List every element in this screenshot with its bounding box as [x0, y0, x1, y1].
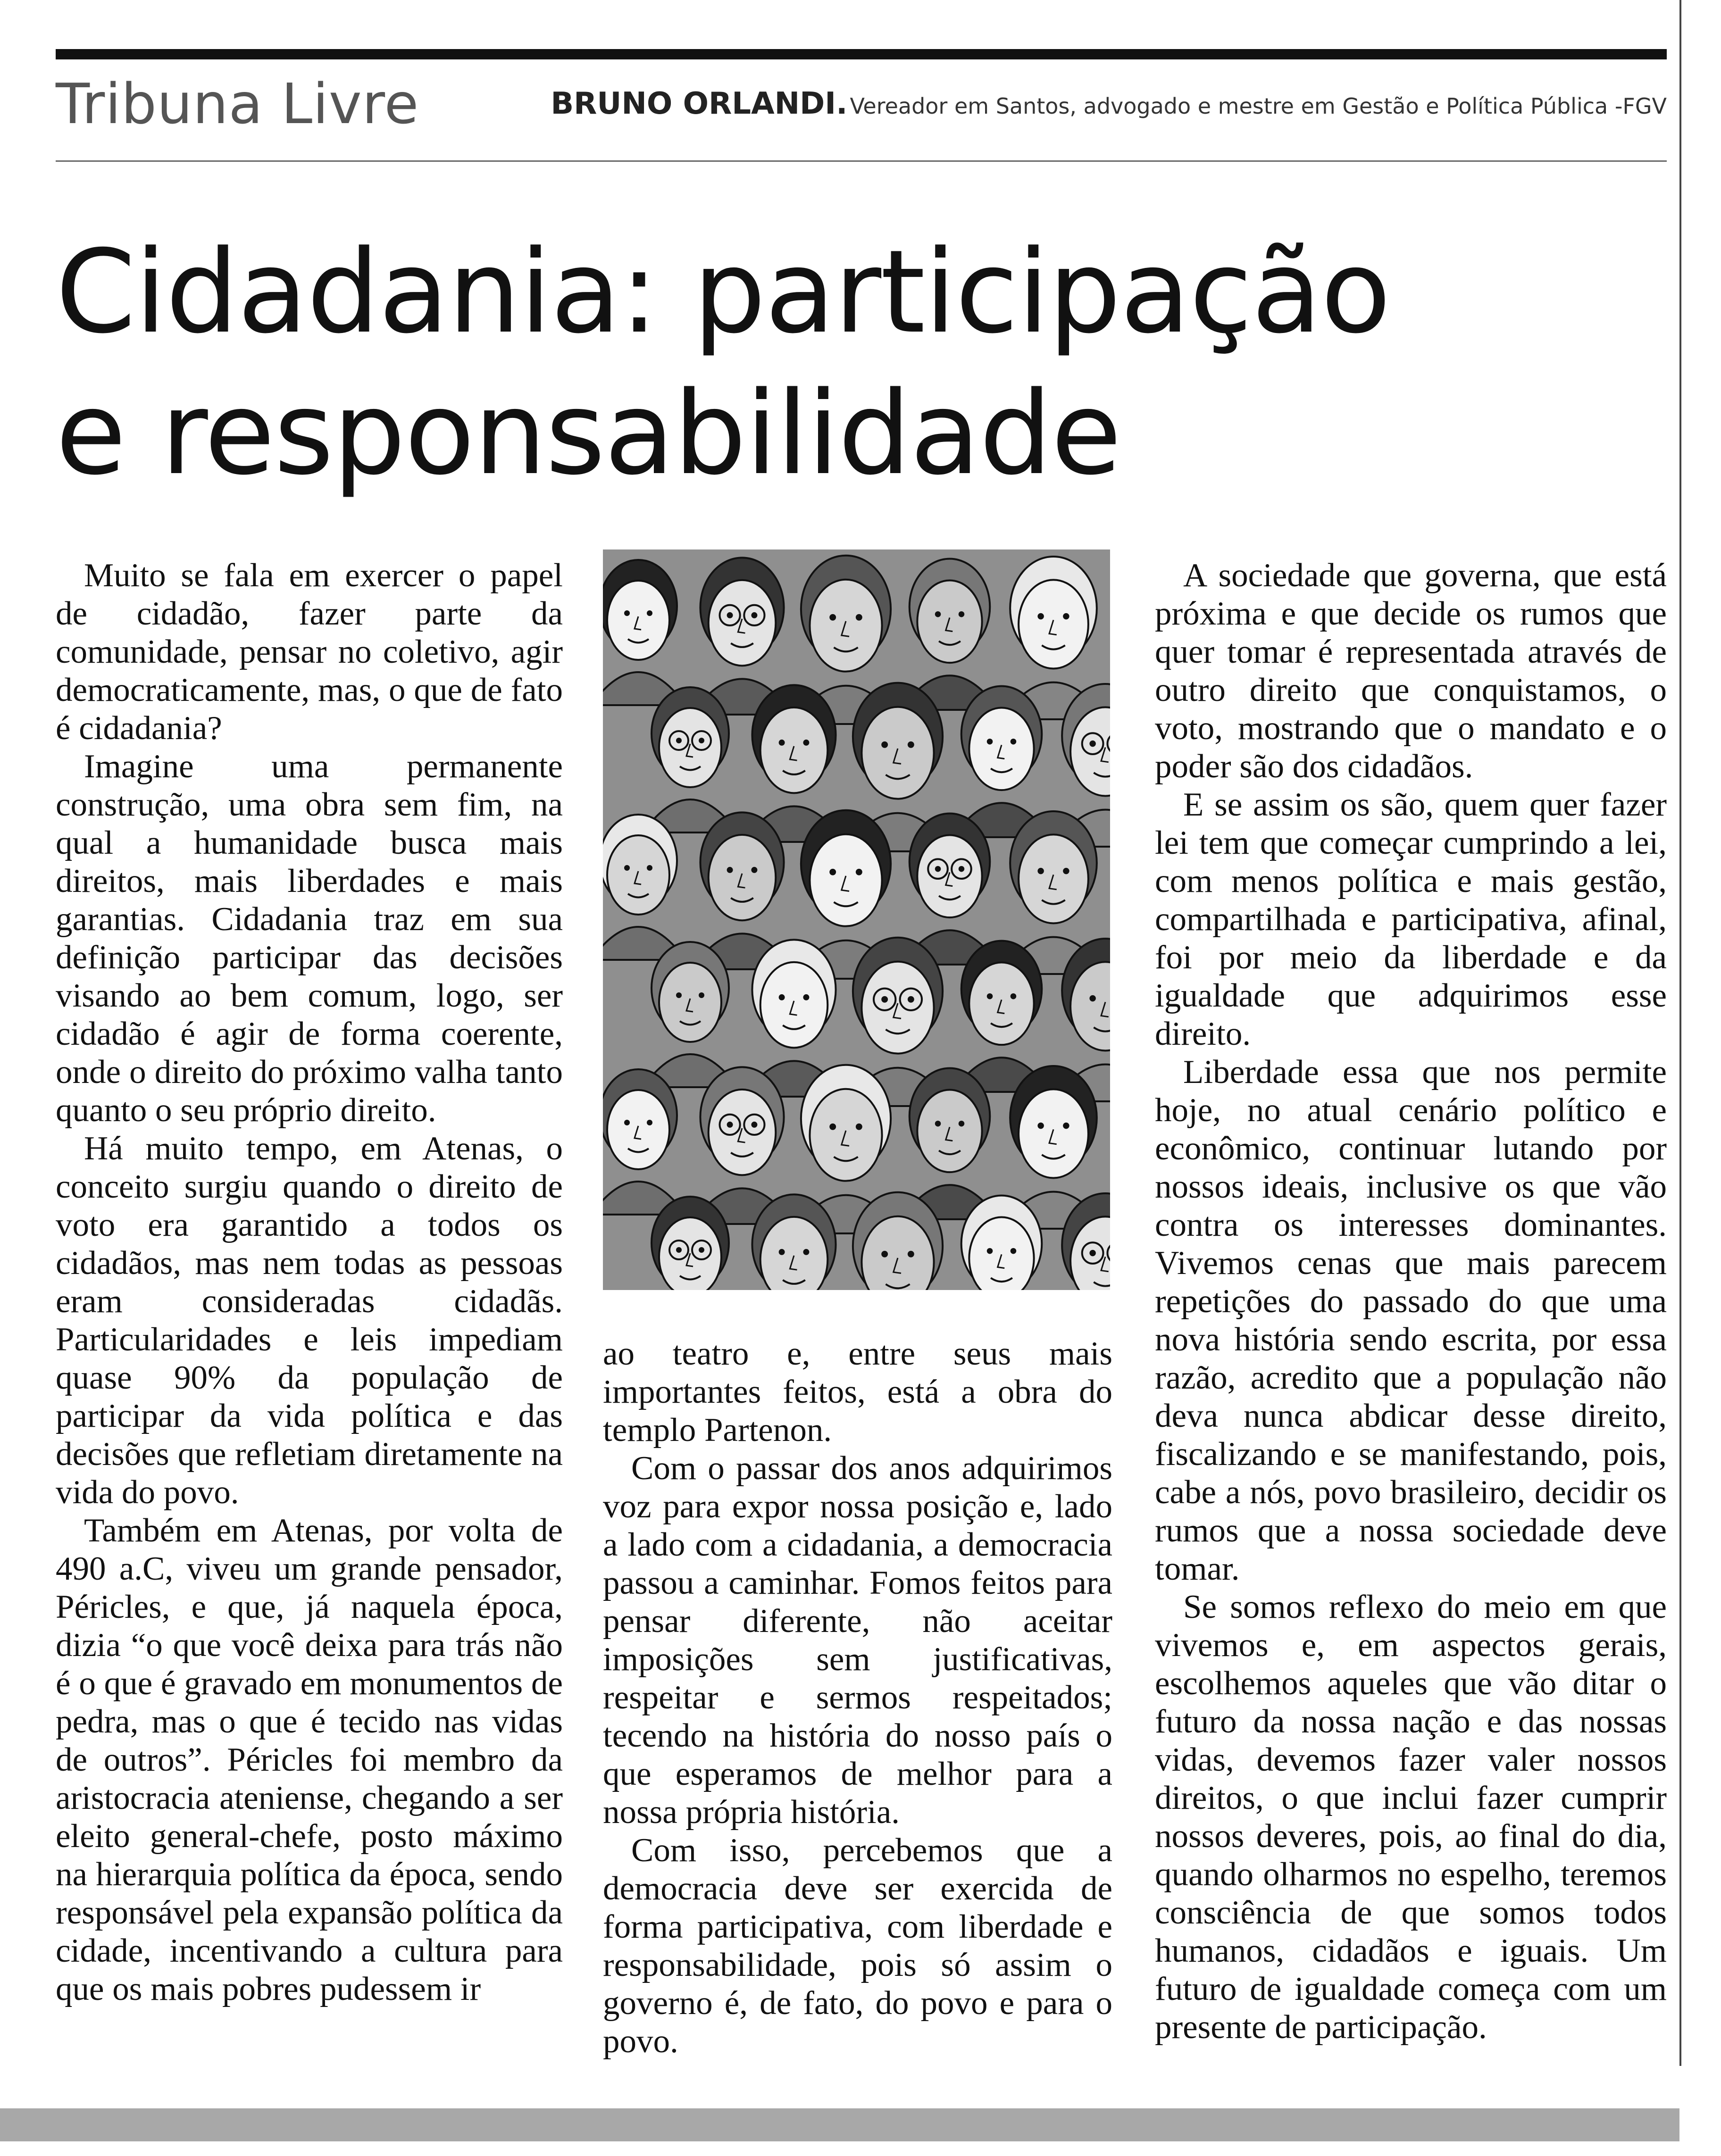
paragraph: Muito se fala em exercer o papel de cidadão, fazer parte da comunidade, pensar no coletivo, agir democraticamente, mas, o que de fato é cidadania? [56, 557, 563, 747]
paragraph: A sociedade que governa, que está próxima e que decide os rumos que quer tomar é representada através de outro direito que conquistamos, o voto, mostrando que o mandato e o poder são dos cidadãos. [1155, 557, 1667, 785]
article-title [56, 222, 1660, 505]
text-column-2 [603, 1335, 1112, 2061]
column-header [56, 68, 1667, 139]
header-bottom-rule [56, 160, 1667, 162]
author-name: BRUNO ORLANDI. [551, 86, 848, 121]
paragraph: Imagine uma permanente construção, uma obra sem fim, na qual a humanidade busca mais direitos, mais liberdades e mais garantias. Cidadania traz em sua definição participar das decisões visando ao bem comum, logo, ser cidadão é agir de forma coerente, onde o direito do próximo valha tanto quanto o seu próprio direito. [56, 748, 563, 1129]
crowd-faces-image [603, 549, 1110, 1290]
paragraph: ao teatro e, entre seus mais importantes feitos, está a obra do templo Partenon. [603, 1335, 1112, 1448]
page-edge-rule [1679, 0, 1681, 2066]
byline [551, 68, 1667, 147]
paragraph: E se assim os são, quem quer fazer lei tem que começar cumprindo a lei, com menos política e mais gestão, compartilhada e participativa, afinal, foi por meio da liberdade e da igualdade que adquirimos esse direito. [1155, 786, 1667, 1052]
page-bottom-band [0, 2108, 1679, 2141]
crowd-illustration [603, 549, 1110, 1290]
paragraph: Liberdade essa que nos permite hoje, no atual cenário político e econômico, continuar lutando por nossos ideais, inclusive os que vão contra os interesses dominantes. Vivemos cenas que mais parecem repetições do passado do que uma nova história sendo escrita, por essa razão, acredito que a população não deva nunca abdicar desse direito, fiscalizando e se manifestando, pois, cabe a nós, povo brasileiro, decidir os rumos que a nossa sociedade deve tomar. [1155, 1054, 1667, 1587]
paragraph: Também em Atenas, por volta de 490 a.C, viveu um grande pensador, Péricles, e que, já naquela época, dizia “o que você deixa para trás não é o que é gravado em monumentos de pedra, mas o que é tecido nas vidas de outros”. Péricles foi membro da aristocracia ateniense, chegando a ser eleito general-chefe, posto máximo na hierarquia política da época, sendo responsável pela expansão política da cidade, incentivando a cultura para que os mais pobres pudessem ir [56, 1512, 563, 2007]
title-line-1: Cidadania: participação [56, 225, 1390, 359]
title-line-2: e responsabilidade [56, 367, 1121, 500]
section-name: Tribuna Livre [56, 71, 419, 136]
paragraph: Com o passar dos anos adquirimos voz para expor nossa posição e, lado a lado com a cidadania, a democracia passou a caminhar. Fomos feitos para pensar diferente, não aceitar imposições sem justificativas, respeitar e sermos respeitados; tecendo na história do nosso país o que esperamos de melhor para a nossa própria história. [603, 1450, 1112, 1831]
text-column-3 [1155, 557, 1667, 2047]
paragraph: Há muito tempo, em Atenas, o conceito surgiu quando o direito de voto era garantido a todos os cidadãos, mas nem todas as pessoas eram consideradas cidadãs. Particularidades e leis impediam quase 90% da população de participar da vida política e das decisões que refletiam diretamente na vida do povo. [56, 1130, 563, 1511]
paragraph: Se somos reflexo do meio em que vivemos e, em aspectos gerais, escolhemos aqueles que vão ditar o futuro da nossa nação e das nossas vidas, devemos fazer valer nossos direitos, o que inclui fazer cumprir nossos deveres, pois, ao final do dia, quando olharmos no espelho, teremos consciência de que somos todos humanos, cidadãos e iguais. Um futuro de igualdade começa com um presente de participação. [1155, 1589, 1667, 2046]
paragraph: Com isso, percebemos que a democracia deve ser exercida de forma participativa, com liberdade e responsabilidade, pois só assim o governo é, de fato, do povo e para o povo. [603, 1832, 1112, 2060]
author-role: Vereador em Santos, advogado e mestre em Gestão e Política Pública -FGV [850, 93, 1667, 119]
header-top-rule [56, 49, 1667, 59]
text-column-1 [56, 557, 563, 2008]
